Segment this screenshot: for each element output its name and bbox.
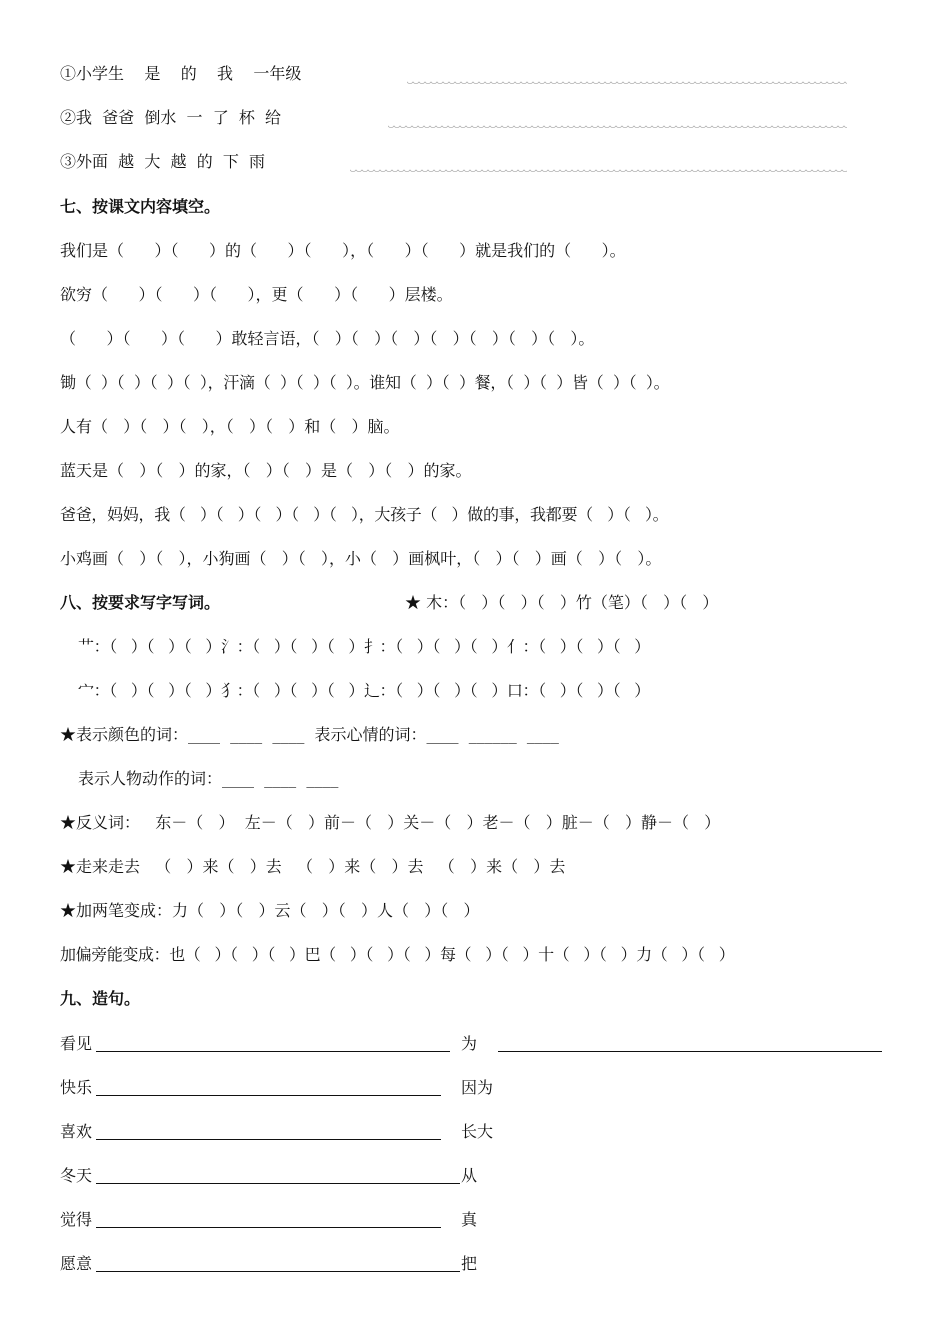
color-mood-words: ★表示颜色的词：____ ____ ____ 表示心情的词：____ ______ ____ — [60, 725, 559, 744]
sentence-word-left: 快乐 — [60, 1078, 93, 1097]
sentence-answer-line[interactable] — [96, 1051, 450, 1052]
answer-wavy-line-3[interactable] — [350, 168, 847, 174]
add-radical-line: 加偏旁能变成：也（ ）（ ）（ ）巴（ ）（ ）（ ）每（ ）（ ）十（ ）（ ）力（ ）（ ） — [60, 945, 735, 964]
section-8-heading: 八、按要求写字写词。 — [60, 593, 221, 612]
fill-line-5: 人有（ ）（ ）（ ），（ ）（ ）和（ ）脑。 — [60, 417, 400, 436]
fill-line-8: 小鸡画（ ）（ ），小狗画（ ）（ ），小（ ）画枫叶，（ ）（ ）画（ ）（ ）。 — [60, 549, 662, 568]
order-sentence-1: ①小学生 是 的 我 一年级 — [60, 64, 302, 83]
fill-line-6: 蓝天是（ ）（ ）的家，（ ）（ ）是（ ）（ ）的家。 — [60, 461, 472, 480]
section-9-heading: 九、造句。 — [60, 989, 141, 1008]
sentence-word-left: 愿意 — [60, 1254, 93, 1273]
sentence-answer-line[interactable] — [498, 1051, 882, 1052]
sentence-answer-line[interactable] — [96, 1227, 441, 1228]
sentence-answer-line[interactable] — [96, 1183, 460, 1184]
sentence-word-right: 因为 — [461, 1078, 494, 1097]
sentence-word-right: 从 — [461, 1166, 478, 1185]
fill-line-3: （ ）（ ）（ ）敢轻言语，（ ）（ ）（ ）（ ）（ ）（ ）（ ）。 — [60, 329, 595, 348]
add-two-strokes-line: ★加两笔变成：力（ ）（ ）云（ ）（ ）人（ ）（ ） — [60, 901, 480, 920]
sentence-word-left: 看见 — [60, 1034, 93, 1053]
sentence-word-right: 把 — [461, 1254, 478, 1273]
order-sentence-3: ③外面 越 大 越 的 下 雨 — [60, 152, 266, 171]
sentence-word-left: 喜欢 — [60, 1122, 93, 1141]
fill-line-1: 我们是（ ）（ ）的（ ）（ ），（ ）（ ）就是我们的（ ）。 — [60, 241, 626, 260]
fill-line-4: 锄（ ）（ ）（ ）（ ），汗滴（ ）（ ）（ ）。谁知（ ）（ ）餐，（ ）（ ）皆（ ）（ ）。 — [60, 373, 670, 392]
radical-line-1: 艹：（ ）（ ）（ ）氵：（ ）（ ）（ ）扌：（ ）（ ）（ ）亻：（ ）（ ）（ ） — [78, 637, 650, 656]
sentence-word-left: 冬天 — [60, 1166, 93, 1185]
sentence-answer-line[interactable] — [96, 1271, 460, 1272]
section-7-heading: 七、按课文内容填空。 — [60, 197, 221, 216]
fill-line-7: 爸爸，妈妈，我（ ）（ ）（ ）（ ）（ ），大孩子（ ）做的事，我都要（ ）（ ）。 — [60, 505, 669, 524]
answer-wavy-line-1[interactable] — [407, 80, 847, 86]
sentence-word-right: 为 — [461, 1034, 478, 1053]
wood-radical-line: ★ 木：（ ）（ ）（ ）竹（笔）（ ）（ ） — [405, 593, 719, 612]
action-words: 表示人物动作的词：____ ____ ____ — [78, 769, 339, 788]
answer-wavy-line-2[interactable] — [388, 124, 847, 130]
sentence-word-right: 真 — [461, 1210, 478, 1229]
sentence-answer-line[interactable] — [96, 1095, 441, 1096]
radical-line-2: 宀：（ ）（ ）（ ）犭：（ ）（ ）（ ）辶：（ ）（ ）（ ）口：（ ）（ ）（ ） — [78, 681, 650, 700]
antonyms-line: ★反义词： 东－（ ） 左－（ ）前－（ ）关－（ ）老－（ ）脏－（ ）静－（ ） — [60, 813, 721, 832]
sentence-word-left: 觉得 — [60, 1210, 93, 1229]
fill-line-2: 欲穷（ ）（ ）（ ），更（ ）（ ）层楼。 — [60, 285, 453, 304]
sentence-word-right: 长大 — [461, 1122, 494, 1141]
walk-pattern-line: ★走来走去 （ ）来（ ）去 （ ）来（ ）去 （ ）来（ ）去 — [60, 857, 566, 876]
order-sentence-2: ②我 爸爸 倒水 一 了 杯 给 — [60, 108, 282, 127]
sentence-answer-line[interactable] — [96, 1139, 441, 1140]
